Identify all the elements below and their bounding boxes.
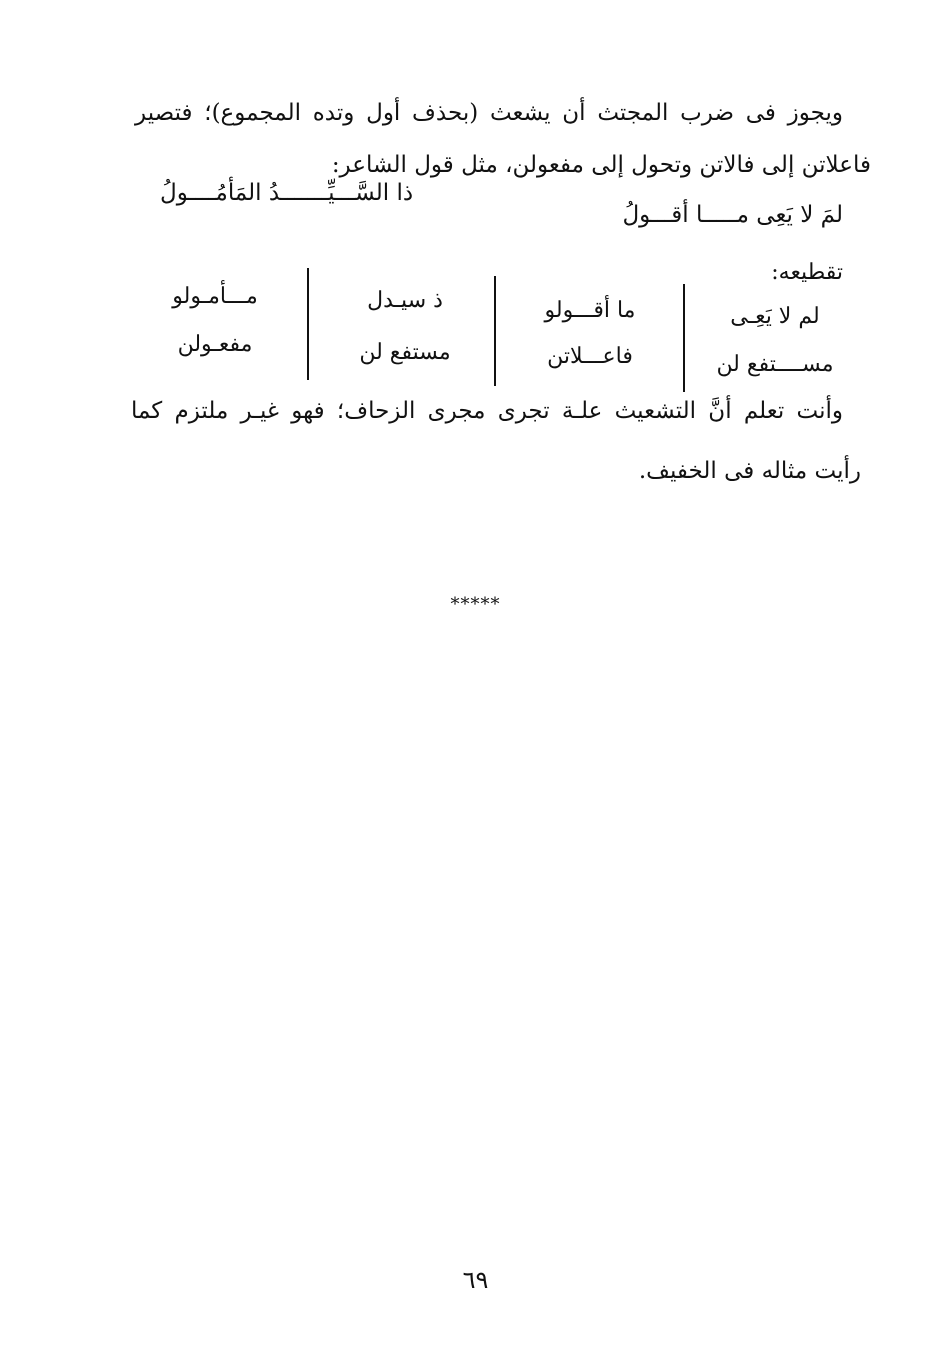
scansion-foot-1: مســــتفع لن [716,352,834,377]
scansion-divider-1 [683,284,685,392]
verse-first-hemistich: لمَ لا يَعِى مـــــا أقـــولُ [622,202,843,228]
scansion-word-1: لم لا يَعِـى [730,304,820,329]
section-separator: ***** [450,594,501,615]
paragraph-2-line-1: وأنت تعلم أنَّ التشعيث علـة تجرى مجرى الزحاف؛ فهو غيـر ملتزم كما [131,398,843,424]
scansion-divider-2 [494,276,496,386]
scansion-foot-4: مفعـولن [177,332,253,357]
scansion-divider-3 [307,268,309,380]
scansion-label: تقطيعه: [771,260,843,285]
paragraph-1-line-1: ويجوز فى ضرب المجتث أن يشعث (بحذف أول وتده المجموع)؛ فتصير [135,100,843,126]
scansion-foot-2: فاعـــلاتن [547,344,633,369]
page-number: ٦٩ [462,1266,489,1294]
scansion-word-4: مـــأمـولو [172,284,258,309]
paragraph-2-line-2: رأيت مثاله فى الخفيف. [638,458,861,484]
scansion-word-2: ما أقـــولو [544,298,636,323]
verse-second-hemistich: ذا السَّـــيِّـــــــدُ المَأمُــــولُ [160,180,414,206]
scansion-foot-3: مستفع لن [359,340,451,365]
paragraph-1-line-2: فاعلاتن إلى فالاتن وتحول إلى مفعولن، مثل قول الشاعر: [331,152,871,178]
scansion-word-3: ذ سيـدل [367,288,443,313]
